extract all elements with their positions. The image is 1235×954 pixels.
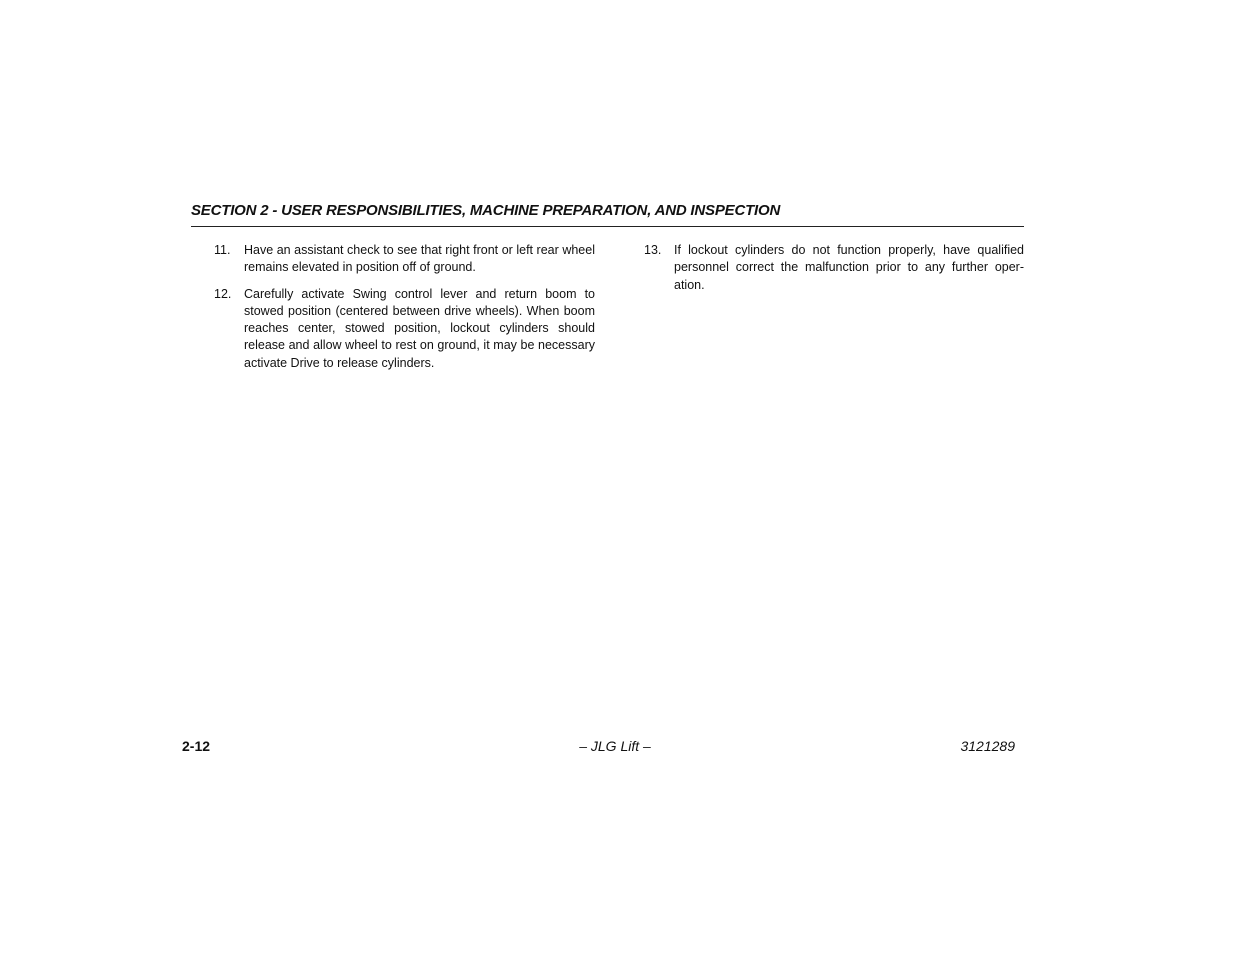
list-item [200,286,595,372]
footer-title: – JLG Lift – [579,738,651,754]
list-item-number: 13. [644,243,662,257]
page-number: 2-12 [182,738,211,754]
left-column [200,242,595,381]
list-item-text: Have an assistant check to see that right front or left rear wheel remains elevated in position off of ground. [244,243,595,275]
section-title: SECTION 2 - USER RESPONSIBILITIES, MACHINE PREPARATION, AND INSPECTION [191,202,781,219]
list-item [630,242,1024,294]
list-item-number: 11. [214,243,231,257]
list-item [200,242,595,277]
right-column [630,242,1024,303]
list-item-text: If lockout cylinders do not function properly, have qualified personnel correct the malfunction prior to any further oper-ation. [674,243,1024,292]
document-number: 3121289 [960,738,1015,754]
list-item-text: Carefully activate Swing control lever and return boom to stowed position (centered between drive wheels). When boom reaches center, stowed position, lockout cylinders should release and allow wheel to rest on ground, it may be necessary activate Drive to release cylinders. [244,286,595,370]
list-item-number: 12. [214,286,232,301]
title-divider [191,226,1024,227]
